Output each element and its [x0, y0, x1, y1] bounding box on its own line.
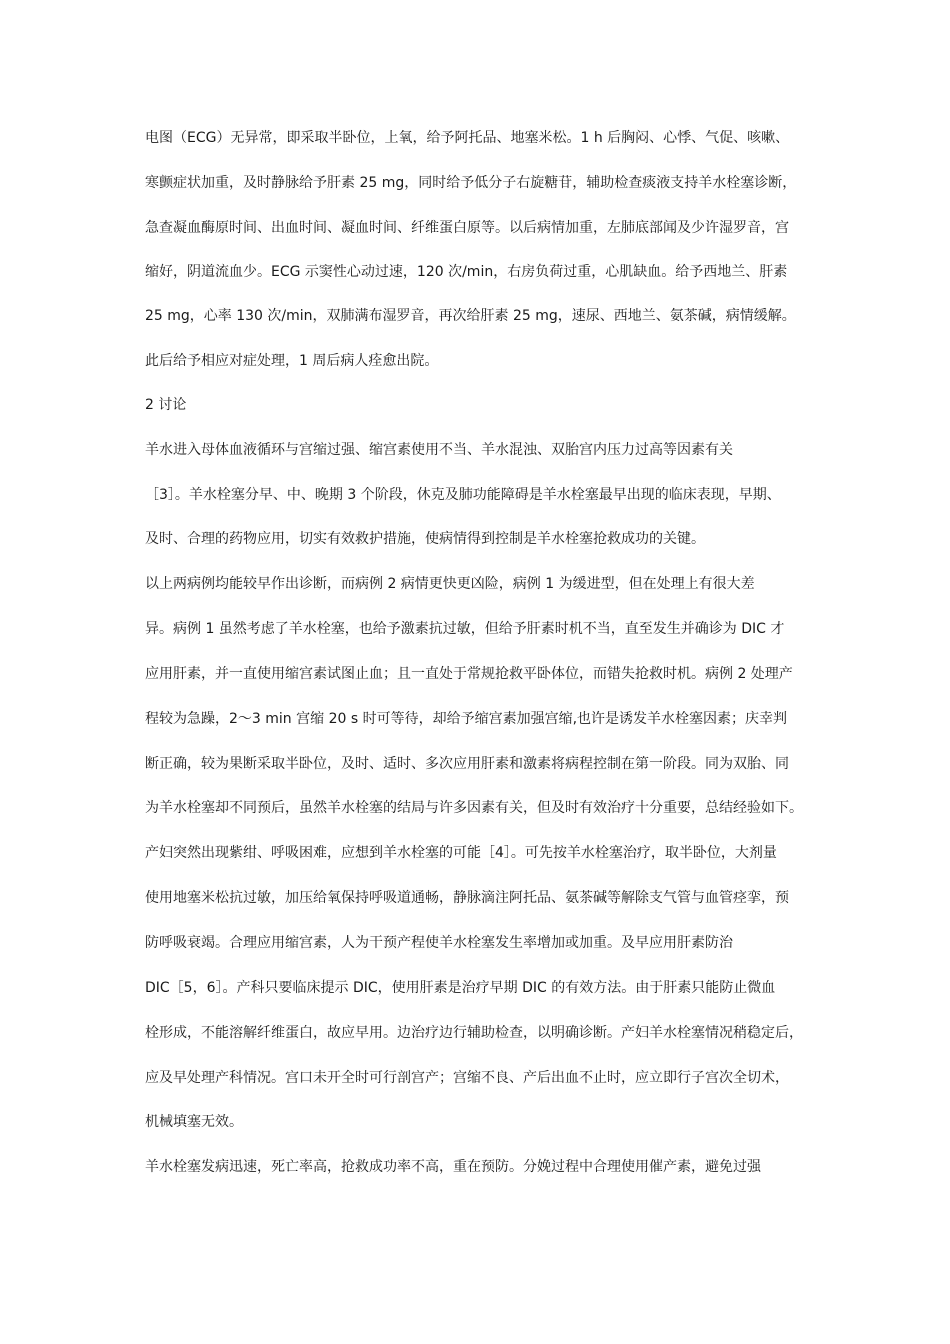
text-line: 应用肝素，并一直使用缩宫素试图止血；且一直处于常规抢救平卧体位，而错失抢救时机。病例 2 处理产 [145, 666, 793, 682]
text-line: 使用地塞米松抗过敏，加压给氧保持呼吸道通畅，静脉滴注阿托品、氨茶碱等解除支气管与血管痉挛，预 [145, 890, 789, 906]
text-line: 电图（ECG）无异常，即采取半卧位，上氧，给予阿托品、地塞米松。1 h 后胸闷、心悸、气促、咳嗽、 [145, 130, 790, 146]
text-line: 产妇突然出现紫绀、呼吸困难，应想到羊水栓塞的可能［4］。可先按羊水栓塞治疗，取半卧位，大剂量 [145, 845, 777, 861]
text-line: 防呼吸衰竭。合理应用缩宫素，人为干预产程使羊水栓塞发生率增加或加重。及早应用肝素防治 [145, 935, 733, 951]
text-line: 应及早处理产科情况。宫口未开全时可行剖宫产；宫缩不良、产后出血不止时，应立即行子宫次全切术， [145, 1070, 789, 1086]
text-line: 25 mg，心率 130 次/min，双肺满布湿罗音，再次给肝素 25 mg，速尿、西地兰、氨茶碱，病情缓解。 [145, 308, 796, 324]
text-line: DIC［5，6］。产科只要临床提示 DIC，使用肝素是治疗早期 DIC 的有效方法。由于肝素只能防止微血 [145, 980, 776, 996]
text-line: 羊水进入母体血液循环与宫缩过强、缩宫素使用不当、羊水混浊、双胎宫内压力过高等因素有关 [145, 442, 733, 458]
text-line: 寒颤症状加重，及时静脉给予肝素 25 mg，同时给予低分子右旋糖苷，辅助检查痰液支持羊水栓塞诊断， [145, 175, 797, 191]
text-line: 缩好，阴道流血少。ECG 示窦性心动过速，120 次/min，右房负荷过重，心肌缺血。给予西地兰、肝素 [145, 264, 788, 280]
text-line: 程较为急躁，2～3 min 宫缩 20 s 时可等待，却给予缩宫素加强宫缩,也许是诱发羊水栓塞因素；庆幸判 [145, 711, 788, 727]
text-line: 羊水栓塞发病迅速，死亡率高，抢救成功率不高，重在预防。分娩过程中合理使用催产素，避免过强 [145, 1159, 761, 1175]
text-line: 此后给予相应对症处理，1 周后病人痊愈出院。 [145, 353, 439, 369]
text-line: 急查凝血酶原时间、出血时间、凝血时间、纤维蛋白原等。以后病情加重，左肺底部闻及少许湿罗音，宫 [145, 220, 789, 236]
text-line: 机械填塞无效。 [145, 1114, 243, 1130]
text-line: 异。病例 1 虽然考虑了羊水栓塞，也给予激素抗过敏，但给予肝素时机不当，直至发生并确诊为 DIC 才 [145, 621, 785, 637]
text-line: 及时、合理的药物应用，切实有效救护措施，使病情得到控制是羊水栓塞抢救成功的关键。 [145, 531, 705, 547]
text-line: 为羊水栓塞却不同预后，虽然羊水栓塞的结局与许多因素有关，但及时有效治疗十分重要，总结经验如下。 [145, 800, 803, 816]
section-heading: 2 讨论 [145, 397, 187, 413]
text-line: ［3］。羊水栓塞分早、中、晚期 3 个阶段，休克及肺功能障碍是羊水栓塞最早出现的临床表现，早期、 [145, 487, 781, 503]
text-line: 以上两病例均能较早作出诊断，而病例 2 病情更快更凶险，病例 1 为缓进型，但在处理上有很大差 [145, 576, 755, 592]
text-line: 栓形成，不能溶解纤维蛋白，故应早用。边治疗边行辅助检查，以明确诊断。产妇羊水栓塞情况稍稳定后， [145, 1025, 803, 1041]
text-line: 断正确，较为果断采取半卧位，及时、适时、多次应用肝素和激素将病程控制在第一阶段。同为双胎、同 [145, 756, 789, 772]
